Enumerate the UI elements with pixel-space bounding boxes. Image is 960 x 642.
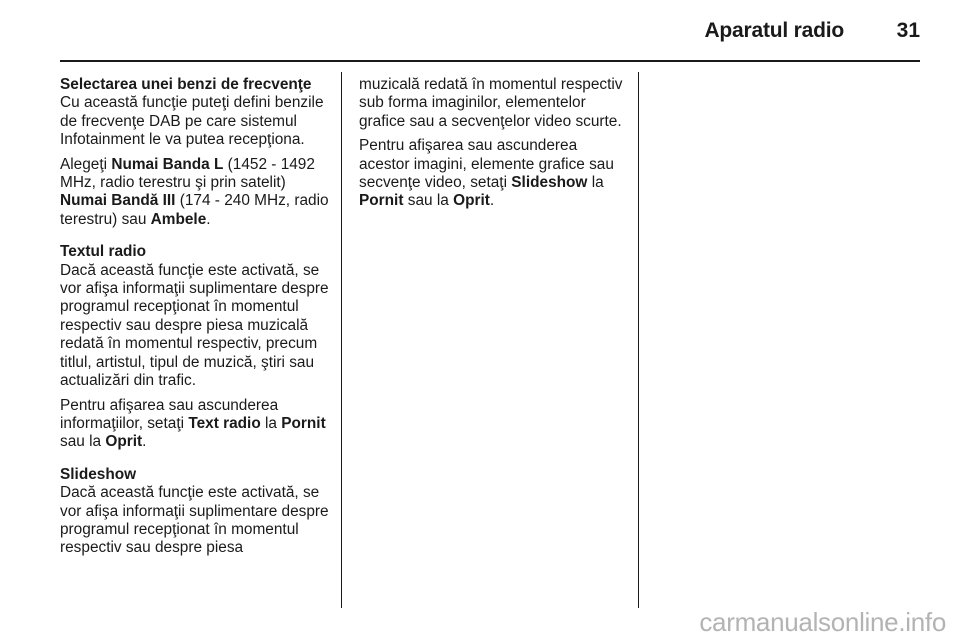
page-title: Aparatul radio [704,19,844,42]
section-heading-slideshow: Slideshow [60,465,137,483]
paragraph-band-intro: Cu această funcţie puteţi defini benzile de frecvenţe DAB pe care sistemul Infotainment le va putea recepţiona. [60,94,324,149]
text-column-2 [359,76,631,217]
text-column-1 [60,76,336,558]
option-numai-banda-iii: Numai Bandă III [60,192,176,210]
paragraph-slideshow-intro: Dacă această funcţie este activată, se vor afişa informaţii suplimentare despre programul recepţionat în momentul respectiv sau despre piesa [60,484,329,557]
option-pornit: Pornit [281,414,326,432]
section-heading-band: Selectarea unei benzi de frecvenţe [60,76,312,93]
option-pornit-2: Pornit [359,192,404,210]
paragraph-band-options: Alegeţi Numai Banda L (1452 - 1492 MHz, radio terestru şi prin satelit) Numai Bandă III (174 - 240 MHz, radio terestru) sau Ambele. [60,155,329,228]
watermark: carmanualsonline.info [699,607,946,637]
header-divider [60,60,920,62]
option-slideshow: Slideshow [511,174,588,192]
paragraph-slideshow-setting: Pentru afişarea sau ascunderea acestor imagini, elemente grafice sau secvenţe video, setaţi Slideshow la Pornit sau la Oprit. [359,137,614,210]
page-number: 31 [896,19,920,42]
paragraph-radio-text-setting: Pentru afişarea sau ascunderea informaţiilor, setaţi Text radio la Pornit sau la Oprit. [60,396,326,451]
option-oprit: Oprit [105,433,143,451]
option-text-radio: Text radio [188,414,261,432]
column-divider-left [341,72,342,608]
section-heading-radio-text: Textul radio [60,243,147,261]
option-oprit-2: Oprit [453,192,490,210]
option-numai-banda-l: Numai Banda L [111,155,224,173]
paragraph-radio-text-intro: Dacă această funcţie este activată, se vor afişa informaţii suplimentare despre programul recepţionat în momentul respectiv sau despre piesa muzicală redată în momentul respectiv, precum titlul, artistul, tipul de muzică, ştiri sau actualizări din trafic. [60,261,329,390]
paragraph-slideshow-continued: muzicală redată în momentul respectiv sub forma imaginilor, elementelor grafice sau a secvenţelor video scurte. [359,76,623,130]
option-ambele: Ambele [150,210,207,228]
column-divider-right [638,72,639,608]
